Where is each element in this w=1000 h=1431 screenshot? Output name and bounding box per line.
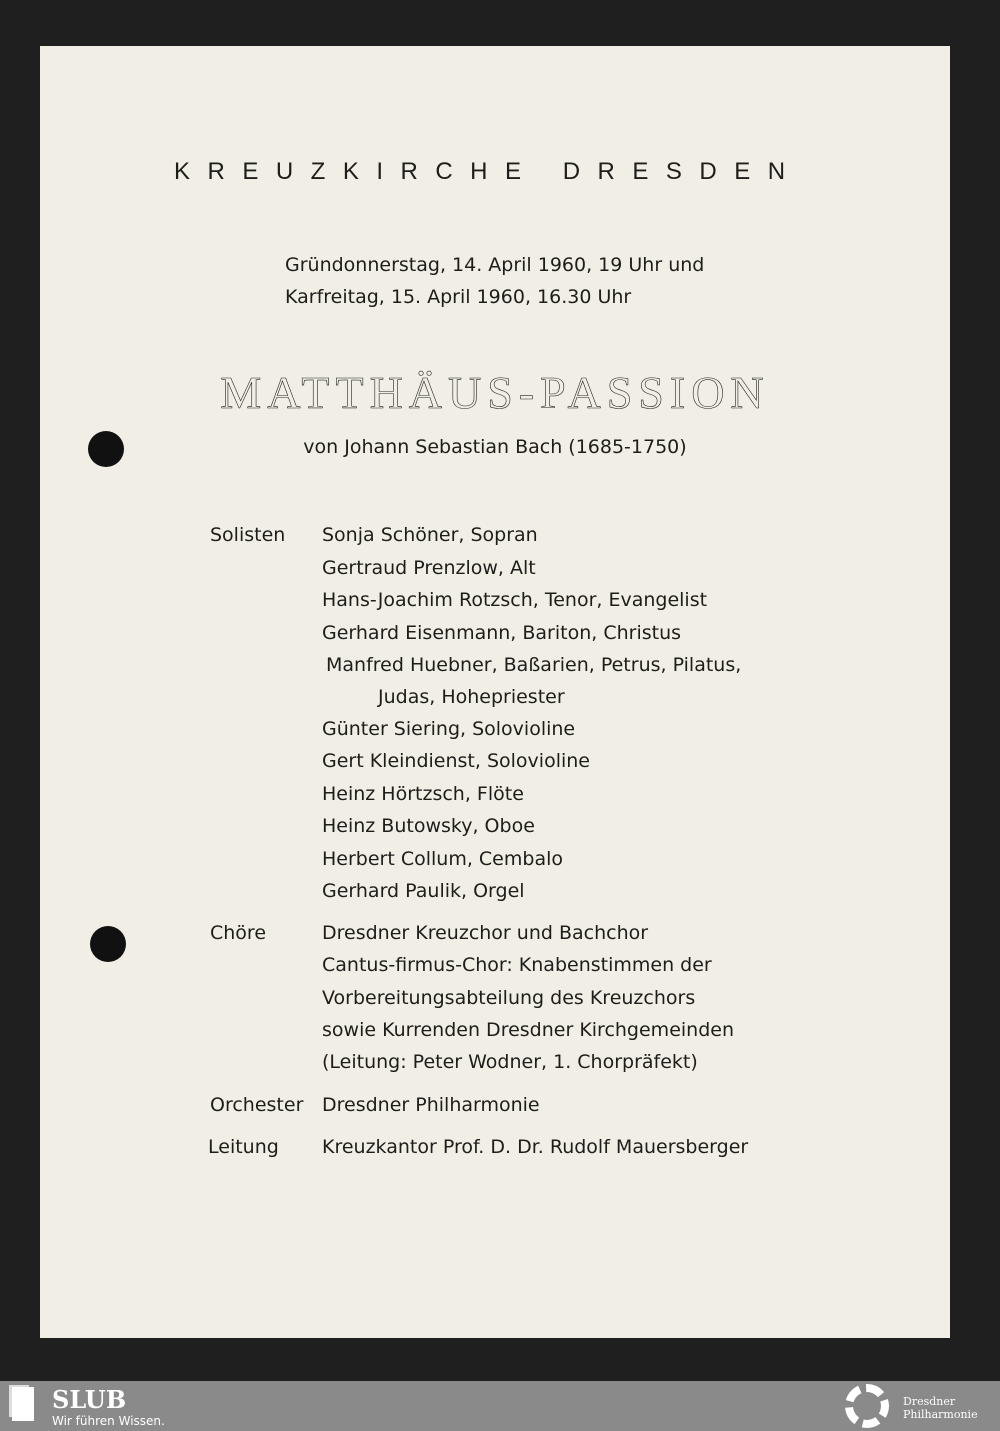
list-item: (Leitung: Peter Wodner, 1. Chorpräfekt)	[322, 1051, 698, 1073]
list-item: Dresdner Kreuzchor und Bachchor	[322, 922, 649, 944]
list-item: Judas, Hohepriester	[378, 686, 565, 708]
list-item: Herbert Collum, Cembalo	[322, 848, 563, 870]
philharmonie-logo-icon	[845, 1384, 889, 1428]
slub-tagline: Wir führen Wissen.	[52, 1414, 165, 1428]
section-label-leitung: Leitung	[208, 1136, 279, 1158]
list-item: Heinz Hörtzsch, Flöte	[322, 783, 524, 805]
list-item: Sonja Schöner, Sopran	[322, 524, 538, 546]
list-item: Cantus-firmus-Chor: Knabenstimmen der	[322, 954, 712, 976]
partner-line-1: Dresdner	[903, 1395, 956, 1408]
philharmonie-logo[interactable]	[903, 1395, 978, 1421]
list-item: Gerhard Paulik, Orgel	[322, 880, 525, 902]
partner-line-2: Philharmonie	[903, 1408, 978, 1421]
list-item: Hans-Joachim Rotzsch, Tenor, Evangelist	[322, 589, 708, 611]
date-line-2: Karfreitag, 15. April 1960, 16.30 Uhr	[285, 286, 632, 308]
list-item: Kreuzkantor Prof. D. Dr. Rudolf Mauersberger	[322, 1136, 749, 1158]
venue-heading: KREUZKIRCHE DRESDEN	[174, 158, 803, 185]
list-item: Vorbereitungsabteilung des Kreuzchors	[322, 987, 696, 1009]
list-item: Dresdner Philharmonie	[322, 1094, 540, 1116]
list-item: Gert Kleindienst, Solovioline	[322, 750, 590, 772]
list-item: sowie Kurrenden Dresdner Kirchgemeinden	[322, 1019, 734, 1041]
slub-logo[interactable]: SLUB	[52, 1385, 127, 1414]
list-item: Heinz Butowsky, Oboe	[322, 815, 535, 837]
list-item: Günter Siering, Solovioline	[322, 718, 576, 740]
page-title: MATTHÄUS-PASSION	[220, 367, 770, 418]
list-item: Gerhard Eisenmann, Bariton, Christus	[322, 622, 682, 644]
section-label-choere: Chöre	[210, 922, 267, 944]
date-line-1: Gründonnerstag, 14. April 1960, 19 Uhr und	[285, 254, 705, 276]
section-label-solisten: Solisten	[210, 524, 286, 546]
list-item: Manfred Huebner, Baßarien, Petrus, Pilatus,	[326, 654, 742, 676]
footer-bar	[0, 1381, 1000, 1431]
composer-line: von Johann Sebastian Bach (1685-1750)	[303, 436, 687, 458]
section-label-orchester: Orchester	[210, 1094, 304, 1116]
list-item: Gertraud Prenzlow, Alt	[322, 557, 536, 579]
punch-hole	[90, 926, 126, 962]
slub-book-icon	[12, 1387, 34, 1421]
